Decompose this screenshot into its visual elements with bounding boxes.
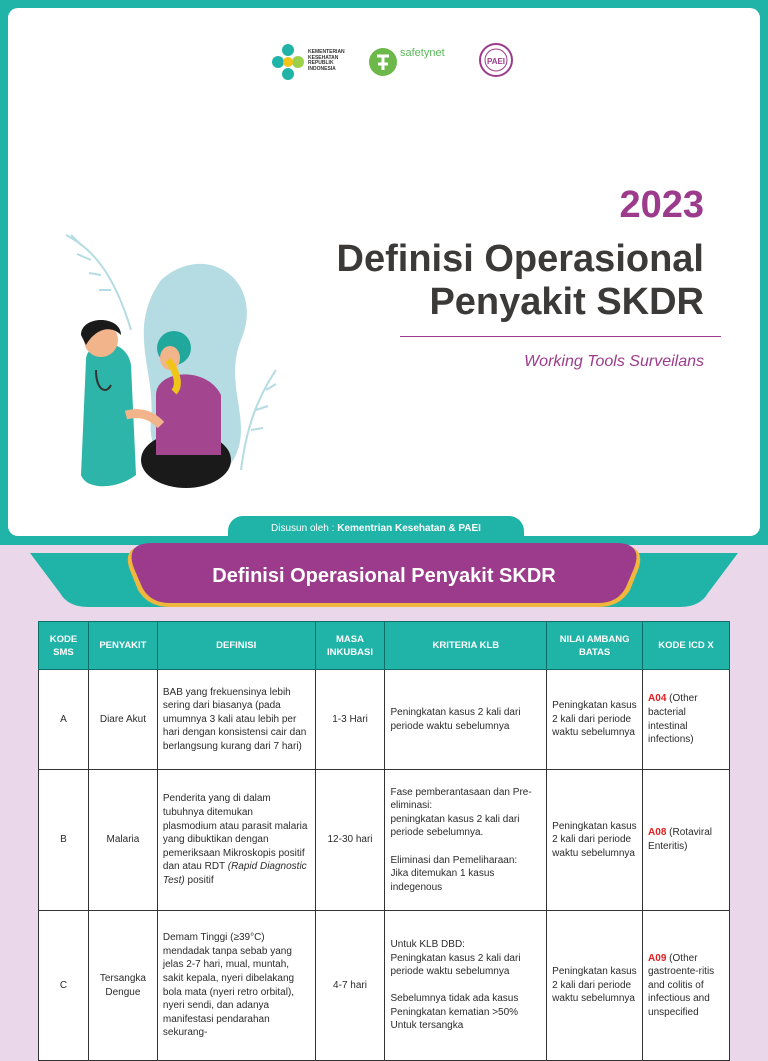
table-header-row	[39, 622, 730, 670]
definisi-italic: (Rapid Diagnostic Test)	[162, 861, 307, 886]
cell-penyakit: Tersangka Dengue	[88, 911, 157, 1061]
table-row	[39, 670, 730, 770]
cell-penyakit: Malaria	[88, 770, 157, 911]
cover-year: 2023	[619, 184, 704, 226]
icd-code: A04	[648, 693, 667, 705]
paei-logo	[478, 42, 518, 82]
author-credit	[228, 516, 524, 546]
author-name: Kementrian Kesehatan & PAEI	[337, 523, 481, 534]
header-kode-sms: KODE SMS	[39, 622, 89, 670]
cell-inkubasi: 1-3 Hari	[315, 670, 385, 770]
paei-logo-text: PAEI	[486, 57, 506, 66]
cover-title-line2: Penyakit SKDR	[429, 281, 704, 323]
header-penyakit: PENYAKIT	[88, 622, 157, 670]
icd-code: A08	[648, 827, 667, 839]
icd-description: (Other bacterial intestinal infections)	[648, 693, 698, 746]
header-definisi: DEFINISI	[157, 622, 315, 670]
icd-code: A09	[648, 952, 667, 964]
skdr-table	[38, 621, 730, 1061]
header-nilai-ambang-batas: NILAI AMBANG BATAS	[547, 622, 643, 670]
nurse-patient-illustration	[56, 220, 286, 510]
cell-icd	[643, 770, 730, 911]
cell-definisi: Demam Tinggi (≥39°C) mendadak tanpa sebab yang jelas 2-7 hari, mual, muntah, sakit kepala, nyeri dibelakang bola mata (nyeri retro orbital), nyeri sendi, dan adanya manifestasi pendarahan sekurang-	[157, 911, 315, 1061]
cell-ambang-batas: Peningkatan kasus 2 kali dari periode waktu sebelumnya	[547, 911, 643, 1061]
table-row	[39, 770, 730, 911]
cell-definisi	[157, 770, 315, 911]
cell-kode: C	[39, 911, 89, 1061]
cell-kriteria-klb: Untuk KLB DBD: Peningkatan kasus 2 kali dari periode waktu sebelumnya Sebelumnya tidak ada kasus Peningkatan kematian >50% Untuk tersangka	[385, 911, 547, 1061]
cell-ambang-batas: Peningkatan kasus 2 kali dari periode waktu sebelumnya	[547, 770, 643, 911]
cell-penyakit: Diare Akut	[88, 670, 157, 770]
cell-kriteria-klb: Peningkatan kasus 2 kali dari periode waktu sebelumnya	[385, 670, 547, 770]
cell-kriteria-klb: Fase pemberantasaan dan Pre-eliminasi: peningkatan kasus 2 kali dari periode sebelumnya. Eliminasi dan Pemeliharaan: Jika ditemukan 1 kasus indegenous	[385, 770, 547, 911]
header-masa-inkubasi: MASA INKUBASI	[315, 622, 385, 670]
section-title: Definisi Operasional Penyakit SKDR	[212, 565, 556, 587]
cell-definisi: BAB yang frekuensinya lebih sering dari biasanya (pada umumnya 3 kali atau lebih per hari dengan konsistensi cair dan berlangsung kurang dari 7 hari)	[157, 670, 315, 770]
cover-title	[264, 238, 704, 324]
cell-ambang-batas: Peningkatan kasus 2 kali dari periode waktu sebelumnya	[547, 670, 643, 770]
table-row	[39, 911, 730, 1061]
logo-bar	[270, 42, 530, 82]
kemkes-logo-text: KEMENTERIAN KESEHATAN REPUBLIK INDONESIA	[308, 49, 345, 72]
cell-inkubasi: 12-30 hari	[315, 770, 385, 911]
icd-description: (Other gastroente-ritis and colitis of infectious and unspecified	[648, 952, 715, 1018]
cover-subtitle: Working Tools Surveilans	[524, 353, 704, 370]
cell-kode: B	[39, 770, 89, 911]
definisi-text: Penderita yang di dalam tubuhnya ditemukan plasmodium atau parasit malaria yang dibuktikan dengan pemeriksaan Mikroskopis positif dan atau RDT	[162, 793, 308, 873]
cell-inkubasi: 4-7 hari	[315, 911, 385, 1061]
header-kode-icd: KODE ICD X	[643, 622, 730, 670]
safetynet-emblem-icon	[368, 42, 398, 82]
cover-title-line1: Definisi Operasional	[336, 238, 704, 280]
cell-icd	[643, 911, 730, 1061]
title-divider	[400, 336, 721, 337]
cell-kode: A	[39, 670, 89, 770]
definisi-text-end: positif	[184, 874, 214, 886]
kemkes-emblem-icon	[270, 42, 306, 82]
header-kriteria-klb: KRITERIA KLB	[385, 622, 547, 670]
paei-emblem-icon	[478, 42, 514, 78]
author-prefix: Disusun oleh :	[271, 523, 338, 534]
icd-description: (Rotaviral Enteritis)	[648, 827, 712, 852]
table-page	[0, 545, 768, 1039]
cell-icd	[643, 670, 730, 770]
safetynet-logo-text: safetynet	[400, 47, 445, 59]
cover-card	[8, 8, 760, 536]
safetynet-logo	[368, 42, 460, 82]
kemkes-logo	[270, 42, 355, 82]
